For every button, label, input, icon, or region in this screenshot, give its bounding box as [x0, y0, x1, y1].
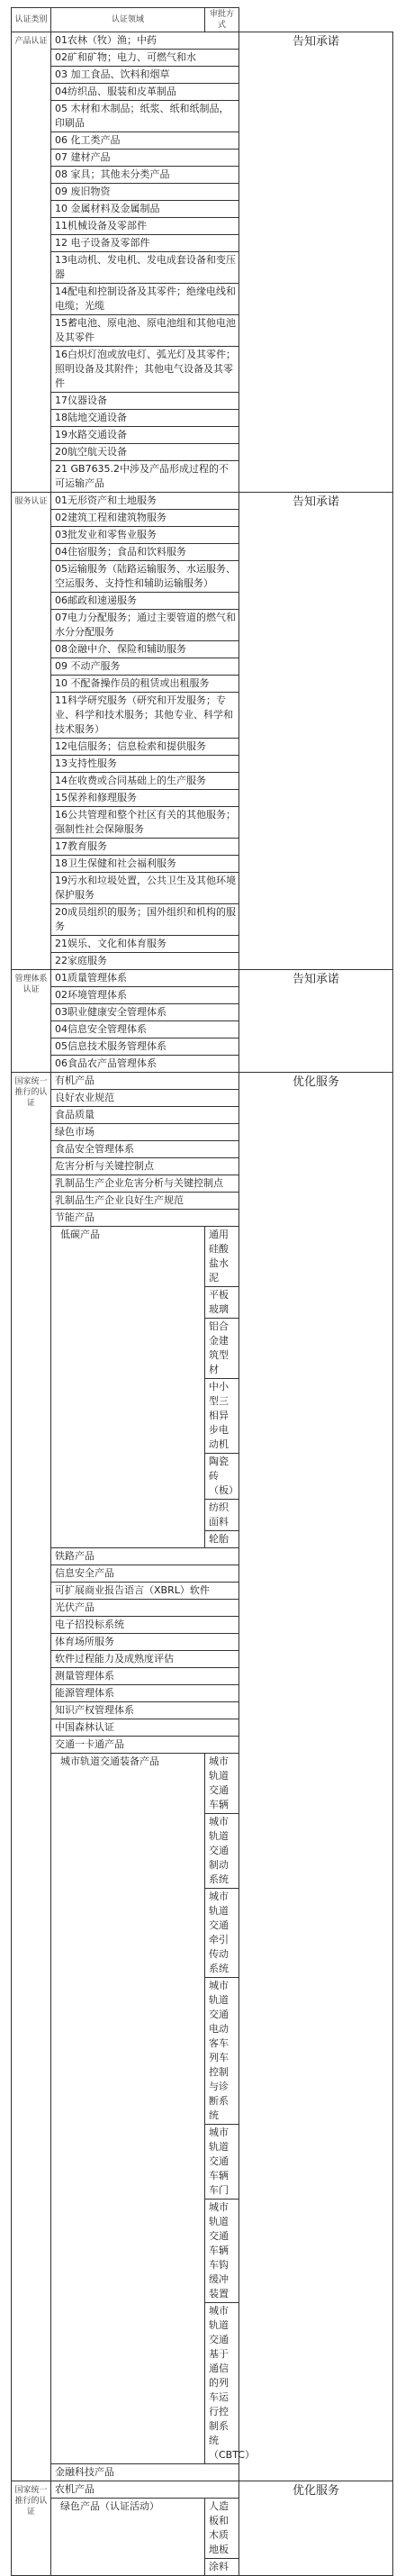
category-cell: 产品认证	[12, 32, 51, 493]
domain-item: 09 不动产服务	[51, 658, 239, 676]
domain-item: 测量管理体系	[51, 1668, 239, 1685]
domain-item: 17教育服务	[51, 839, 239, 856]
approval-cell: 优化服务	[239, 2481, 393, 2576]
domain-item: 05信息技术服务管理体系	[51, 1039, 239, 1056]
table-row	[12, 32, 393, 50]
subgroup-item: 城市轨道交通基于通信的列车运行控制系统（CBTC）	[205, 2303, 239, 2464]
domain-item: 21 GB7635.2中涉及产品形成过程的不可运输产品	[51, 461, 239, 493]
approval-cell: 告知承诺	[239, 970, 393, 1073]
subgroup-label: 城市轨道交通装备产品	[51, 1754, 205, 2464]
subgroup-item: 城市轨道交通电动客车列车控制与诊断系统	[205, 1978, 239, 2125]
domain-item: 中国森林认证	[51, 1719, 239, 1737]
header-approval: 审批方式	[205, 8, 239, 32]
domain-item: 11机械设备及零部件	[51, 218, 239, 235]
table-row	[12, 2481, 393, 2499]
domain-item: 食品质量	[51, 1107, 239, 1124]
domain-item: 金融科技产品	[51, 2464, 239, 2481]
table-row	[12, 970, 393, 987]
subgroup-item: 城市轨道交通制动系统	[205, 1814, 239, 1889]
domain-item: 节能产品	[51, 1210, 239, 1227]
domain-item: 05运输服务（陆路运输服务、水运服务、空运服务、支持性和辅助运输服务）	[51, 561, 239, 593]
domain-item: 12电信服务；信息检索和提供服务	[51, 739, 239, 756]
subgroup-item: 城市轨道交通车辆车门	[205, 2125, 239, 2200]
domain-item: 05 木材和木制品；纸浆、纸和纸制品，印刷品	[51, 101, 239, 132]
domain-item: 01无形资产和土地服务	[51, 493, 239, 510]
domain-item: 有机产品	[51, 1073, 239, 1090]
subgroup-item: 轮胎	[205, 1531, 239, 1548]
domain-item: 20航空航天设备	[51, 444, 239, 461]
domain-item: 良好农业规范	[51, 1090, 239, 1107]
domain-item: 04纺织品、服装和皮革制品	[51, 84, 239, 101]
domain-item: 15蓄电池、原电池、原电池组和其他电池及其零件	[51, 315, 239, 347]
domain-item: 03职业健康安全管理体系	[51, 1004, 239, 1021]
table-row	[12, 1073, 393, 1090]
domain-item: 13支持性服务	[51, 756, 239, 773]
domain-item: 07 建材产品	[51, 150, 239, 167]
domain-item: 19水路交通设备	[51, 427, 239, 444]
header-domain: 认证领域	[51, 8, 205, 32]
header-category: 认证类别	[12, 8, 51, 32]
domain-item: 16公共管理和整个社区有关的其他服务；强制性社会保障服务	[51, 807, 239, 839]
domain-item: 能源管理体系	[51, 1685, 239, 1702]
domain-item: 13电动机、发电机、发电成套设备和变压器	[51, 252, 239, 284]
domain-item: 食品安全管理体系	[51, 1141, 239, 1158]
category-cell: 国家统一推行的认证	[12, 1073, 51, 2481]
domain-item: 03 加工食品、饮料和烟草	[51, 67, 239, 84]
domain-item: 06 化工类产品	[51, 132, 239, 150]
domain-item: 04住宿服务；食品和饮料服务	[51, 544, 239, 561]
domain-item: 10 金属材料及金属制品	[51, 201, 239, 218]
domain-item: 08 家具；其他未分类产品	[51, 167, 239, 184]
domain-item: 22家庭服务	[51, 953, 239, 970]
domain-item: 危害分析与关键控制点	[51, 1158, 239, 1175]
domain-item: 14配电和控制设备及其零件；绝缘电线和电缆；光缆	[51, 284, 239, 315]
subgroup-label: 绿色产品（认证活动）	[51, 2499, 205, 2576]
domain-item: 06邮政和速递服务	[51, 593, 239, 610]
subgroup-item: 纺织面料	[205, 1500, 239, 1531]
domain-item: 乳制品生产企业良好生产规范	[51, 1193, 239, 1210]
domain-item: 06食品农产品管理体系	[51, 1056, 239, 1073]
approval-cell: 告知承诺	[239, 32, 393, 493]
domain-item: 02建筑工程和建筑物服务	[51, 510, 239, 527]
subgroup-item: 平板玻璃	[205, 1287, 239, 1319]
domain-item: 农机产品	[51, 2481, 239, 2499]
table-header-row	[12, 8, 393, 32]
domain-item: 03批发业和零售业服务	[51, 527, 239, 544]
subgroup-item: 城市轨道交通车辆	[205, 1754, 239, 1814]
domain-item: 02矿和矿物；电力、可燃气和水	[51, 50, 239, 67]
domain-item: 02环境管理体系	[51, 987, 239, 1004]
domain-item: 乳制品生产企业危害分析与关键控制点	[51, 1175, 239, 1193]
subgroup-item: 城市轨道交通牵引传动系统	[205, 1889, 239, 1978]
domain-item: 18卫生保健和社会福利服务	[51, 856, 239, 873]
domain-item: 软件过程能力及成熟度评估	[51, 1651, 239, 1668]
domain-item: 01质量管理体系	[51, 970, 239, 987]
domain-item: 电子招投标系统	[51, 1617, 239, 1634]
domain-item: 体育场所服务	[51, 1634, 239, 1651]
domain-item: 09 废旧物资	[51, 184, 239, 201]
certification-table	[11, 7, 393, 2576]
domain-item: 绿色市场	[51, 1124, 239, 1141]
domain-item: 知识产权管理体系	[51, 1702, 239, 1719]
subgroup-item: 中小型三相异步电动机	[205, 1379, 239, 1454]
domain-item: 光伏产品	[51, 1600, 239, 1617]
certification-table-sheet	[11, 7, 393, 2576]
domain-item: 可扩展商业报告语言（XBRL）软件	[51, 1583, 239, 1600]
subgroup-item: 城市轨道交通车辆车钩缓冲装置	[205, 2200, 239, 2303]
domain-item: 交通一卡通产品	[51, 1737, 239, 1754]
domain-item: 17仪器设备	[51, 393, 239, 410]
subgroup-item: 陶瓷砖（板）	[205, 1454, 239, 1500]
category-cell: 服务认证	[12, 493, 51, 970]
domain-item: 10 不配备操作员的租赁或出租服务	[51, 676, 239, 693]
table-body	[12, 32, 393, 2576]
subgroup-item: 铝合金建筑型材	[205, 1319, 239, 1379]
approval-cell: 告知承诺	[239, 493, 393, 970]
domain-item: 铁路产品	[51, 1548, 239, 1565]
domain-item: 15保养和修理服务	[51, 790, 239, 807]
subgroup-label: 低碳产品	[51, 1227, 205, 1548]
domain-item: 07电力分配服务；通过主要管道的燃气和水分分配服务	[51, 610, 239, 641]
domain-item: 21娱乐、文化和体育服务	[51, 936, 239, 953]
domain-item: 01农林（牧）渔；中药	[51, 32, 239, 50]
domain-item: 16白炽灯泡或放电灯、弧光灯及其零件；照明设备及其附件；其他电气设备及其零件	[51, 347, 239, 393]
domain-item: 11科学研究服务（研究和开发服务；专业、科学和技术服务；其他专业、科学和技术服务）	[51, 693, 239, 739]
domain-item: 18陆地交通设备	[51, 410, 239, 427]
subgroup-item: 通用硅酸盐水泥	[205, 1227, 239, 1287]
table-row	[12, 493, 393, 510]
subgroup-item: 人造板和木质地板	[205, 2499, 239, 2559]
domain-item: 04信息安全管理体系	[51, 1021, 239, 1039]
category-cell: 管理体系认证	[12, 970, 51, 1073]
domain-item: 信息安全产品	[51, 1565, 239, 1583]
domain-item: 20成员组织的服务；国外组织和机构的服务	[51, 904, 239, 936]
domain-item: 14在收费或合同基础上的生产服务	[51, 773, 239, 790]
approval-cell: 优化服务	[239, 1073, 393, 2481]
domain-item: 19污水和垃圾处置，公共卫生及其他环境保护服务	[51, 873, 239, 904]
subgroup-item: 涂料	[205, 2559, 239, 2576]
category-cell: 国家统一推行的认证	[12, 2481, 51, 2576]
domain-item: 12 电子设备及零部件	[51, 235, 239, 252]
domain-item: 08金融中介、保险和辅助服务	[51, 641, 239, 658]
